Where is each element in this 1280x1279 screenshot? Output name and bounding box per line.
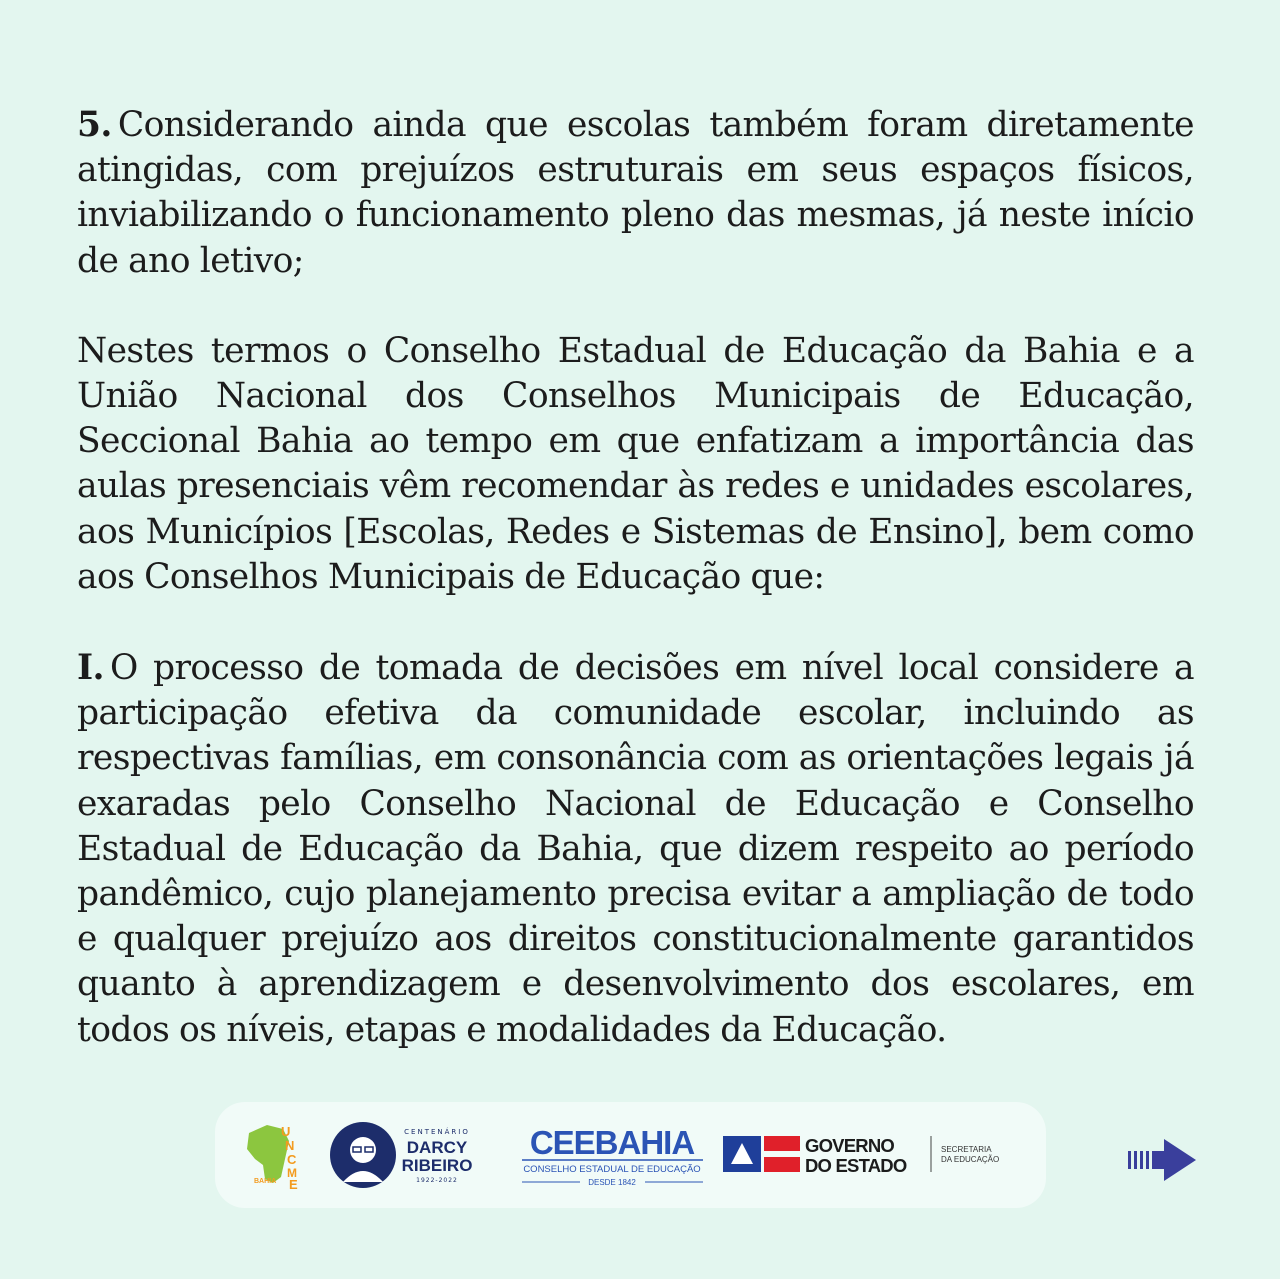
gov-line2: DO ESTADO xyxy=(805,1155,907,1176)
darcy-line2: DARCY xyxy=(406,1138,468,1157)
logo-footer-bar xyxy=(215,1102,1046,1208)
cee-main-text: CEEBAHIA xyxy=(529,1124,695,1161)
uncme-letter-u: U xyxy=(281,1124,291,1139)
darcy-line3: RIBEIRO xyxy=(401,1156,473,1175)
item-5-text: Considerando ainda que escolas também foram diretamente atingidas, com prejuízos estruturais em seus espaços físicos, inviabilizando o funcionamento pleno das mesmas, já neste início de ano letivo; xyxy=(77,105,1194,281)
cee-bahia-logo xyxy=(520,1124,705,1188)
item-i-text: O processo de tomada de decisões em nível local considere a participação efetiva da comunidade escolar, incluindo as respectivas famílias, em consonância com as orientações legais já exaradas pelo Conselho Nacional de Educação e Conselho Estadual de Educação da Bahia, que dizem respeito ao período pandêmico, cujo planejamento precisa evitar a ampliação de todo e qualquer prejuízo aos direitos constitucionalmente garantidos quanto à aprendizagem e desenvolvimento dos escolares, em todos os níveis, etapas e modalidades da Educação. xyxy=(77,648,1194,1050)
gov-line1: GOVERNO xyxy=(805,1135,894,1156)
next-arrow-icon[interactable] xyxy=(1126,1137,1198,1183)
darcy-line1: CENTENÁRIO xyxy=(404,1128,470,1136)
governo-estado-logo xyxy=(723,1132,1023,1178)
intro-text: Nestes termos o Conselho Estadual de Educação da Bahia e a União Nacional dos Conselhos Municipais de Educação, Seccional Bahia ao tempo em que enfatizam a importância das aulas presenciais vêm recomendar às redes e unidades escolares, aos Municípios [Escolas, Redes e Sistemas de Ensino], bem como aos Conselhos Municipais de Educação que: xyxy=(77,330,1194,597)
uncme-logo xyxy=(245,1119,311,1189)
gov-sec1: SECRETARIA xyxy=(941,1145,992,1154)
uncme-letter-c: C xyxy=(287,1152,297,1167)
paragraph-item-i xyxy=(77,646,1194,1053)
uncme-letter-e: E xyxy=(289,1177,298,1189)
document-body xyxy=(77,103,1194,1053)
darcy-years: 1922-2022 xyxy=(416,1177,458,1184)
paragraph-intro xyxy=(77,329,1194,600)
darcy-ribeiro-logo xyxy=(330,1120,480,1190)
paragraph-item-5 xyxy=(77,103,1194,284)
uncme-state: BAHIA xyxy=(254,1178,277,1185)
gov-sec2: DA EDUCAÇÃO xyxy=(941,1155,1000,1164)
item-i-marker: I. xyxy=(77,648,104,689)
item-5-marker: 5. xyxy=(77,105,112,145)
cee-since-text: DESDE 1842 xyxy=(588,1178,636,1187)
uncme-letter-n: N xyxy=(285,1138,295,1153)
uncme-letter-m: M xyxy=(287,1166,297,1180)
cee-sub-text: CONSELHO ESTADUAL DE EDUCAÇÃO xyxy=(523,1164,701,1175)
